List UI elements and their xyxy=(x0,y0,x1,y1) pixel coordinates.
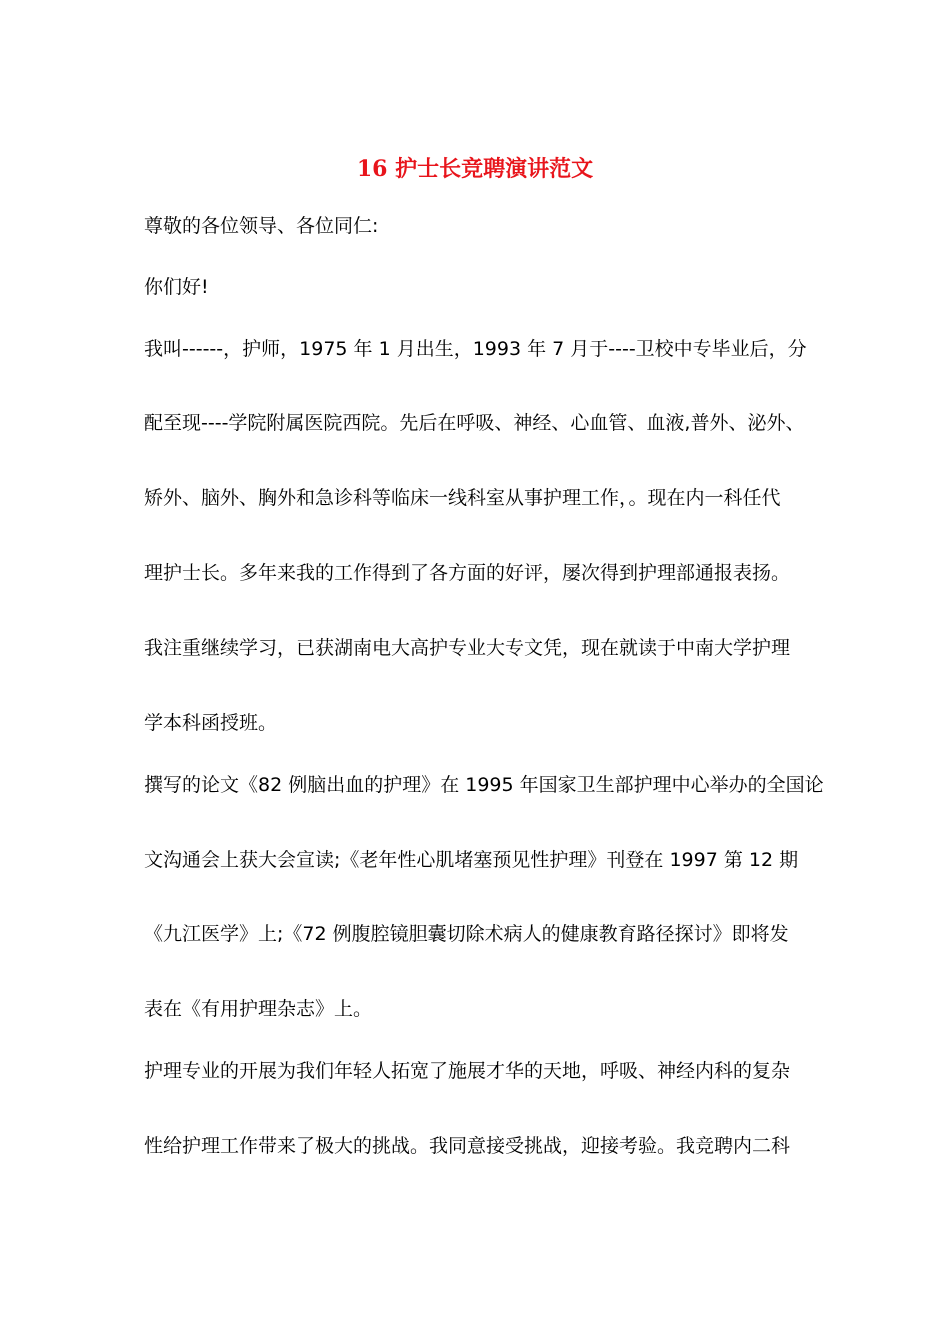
paragraph-line: 护理专业的开展为我们年轻人拓宽了施展才华的天地，呼吸、神经内科的复杂 xyxy=(144,1060,791,1082)
paragraph-line: 表在《有用护理杂志》上。 xyxy=(144,998,373,1020)
paragraph-line: 撰写的论文《82 例脑出血的护理》在 1995 年国家卫生部护理中心举办的全国论 xyxy=(144,774,824,796)
greeting-line: 尊敬的各位领导、各位同仁: xyxy=(144,215,379,237)
paragraph-line: 我叫------，护师，1975 年 1 月出生，1993 年 7 月于----卫校中专毕业后，分 xyxy=(144,338,807,360)
paragraph-line: 文沟通会上获大会宣读;《老年性心肌堵塞预见性护理》刊登在 1997 第 12 期 xyxy=(144,849,799,871)
paragraph-line: 《九江医学》上;《72 例腹腔镜胆囊切除术病人的健康教育路径探讨》即将发 xyxy=(144,923,789,945)
paragraph-line: 配至现----学院附属医院西院。先后在呼吸、神经、心血管、血液,普外、泌外、 xyxy=(144,412,805,434)
paragraph-line: 性给护理工作带来了极大的挑战。我同意接受挑战，迎接考验。我竞聘内二科 xyxy=(144,1135,791,1157)
paragraph-line: 学本科函授班。 xyxy=(144,712,278,734)
paragraph-line: 矫外、脑外、胸外和急诊科等临床一线科室从事护理工作，。现在内一科任代 xyxy=(144,487,781,509)
salutation-line: 你们好! xyxy=(144,276,209,298)
paragraph-line: 理护士长。多年来我的工作得到了各方面的好评，屡次得到护理部通报表扬。 xyxy=(144,562,791,584)
document-title: 16 护士长竞聘演讲范文 xyxy=(356,156,594,182)
paragraph-line: 我注重继续学习，已获湖南电大高护专业大专文凭，现在就读于中南大学护理 xyxy=(144,637,791,659)
